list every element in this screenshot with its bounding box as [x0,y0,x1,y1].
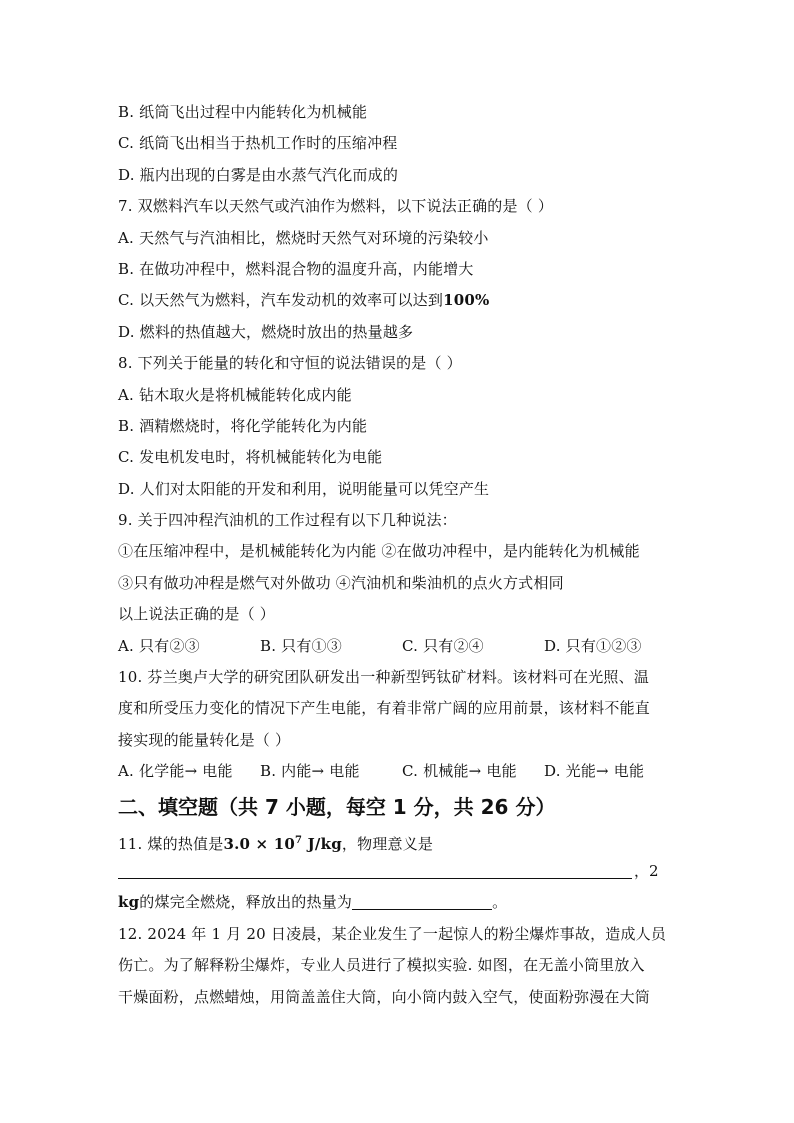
q9-option-d: D. 只有①②③ [544,636,642,655]
q11-line-2-tail: ，2 [634,861,659,880]
q8-stem: 8. 下列关于能量的转化和守恒的说法错误的是（ ） [118,354,462,373]
q12-line-3: 干燥面粉，点燃蜡烛，用筒盖盖住大筒，向小筒内鼓入空气，使面粉弥漫在大筒 [118,987,651,1006]
q12-line-2: 伤亡。为了解释粉尘爆炸，专业人员进行了模拟实验. 如图，在无盖小筒里放入 [118,956,645,975]
q11-answer-blank-2[interactable] [352,893,492,910]
q8-option-b: B. 酒精燃烧时，将化学能转化为内能 [118,416,368,435]
q7-option-d: D. 燃料的热值越大，燃烧时放出的热量越多 [118,322,414,341]
q6-option-c: C. 纸筒飞出相当于热机工作时的压缩冲程 [118,134,398,153]
q8-option-a: A. 钻木取火是将机械能转化成内能 [118,385,352,404]
q7-option-c-text: C. 以天然气为燃料，汽车发动机的效率可以达到 [118,291,444,310]
q10-options [118,756,678,787]
page-content [118,97,678,1013]
q12-line-1: 12. 2024 年 1 月 20 日凌晨，某企业发生了一起惊人的粉尘爆炸事故，造成人员 [118,924,667,943]
q10-line-2: 度和所受压力变化的情况下产生电能，有着非常广阔的应用前景，该材料不能直 [118,699,651,718]
q9-ask: 以上说法正确的是（ ） [118,605,275,624]
q10-option-c: C. 机械能→ 电能 [402,762,517,781]
q9-option-b: B. 只有①③ [260,636,342,655]
q11-line-3-unit: kg [118,893,140,912]
q8-option-c: C. 发电机发电时，将机械能转化为电能 [118,448,383,467]
q11-suffix: ，物理意义是 [341,834,434,853]
q11-line-3-text: 的煤完全燃烧，释放出的热量为 [139,893,353,912]
q11-line-3 [118,887,678,918]
q10-option-a: A. 化学能→ 电能 [118,762,233,781]
q10-option-b: B. 内能→ 电能 [260,762,360,781]
q8-option-d: D. 人们对太阳能的开发和利用，说明能量可以凭空产生 [118,479,490,498]
q11-prefix: 11. 煤的热值是 [118,834,224,853]
q7-option-a: A. 天然气与汽油相比，燃烧时天然气对环境的污染较小 [118,228,489,247]
q11-answer-blank-1[interactable] [118,878,632,879]
q7-stem: 7. 双燃料汽车以天然气或汽油作为燃料，以下说法正确的是（ ） [118,197,554,216]
q11-exponent: 7 [295,834,303,846]
q9-options [118,631,678,662]
q9-statements-3-4: ③只有做功冲程是燃气对外做功 ④汽油机和柴油机的点火方式相同 [118,573,564,592]
q11-value: 3.0 × 10 [223,834,296,853]
q9-option-a: A. 只有②③ [118,636,200,655]
q9-stem: 9. 关于四冲程汽油机的工作过程有以下几种说法： [118,511,457,530]
q11-line-1 [118,825,678,856]
section-2-heading: 二、填空题（共 7 小题，每空 1 分，共 26 分） [118,794,556,819]
q9-option-c: C. 只有②④ [402,636,484,655]
q7-option-c [118,285,678,316]
q10-option-d: D. 光能→ 电能 [544,762,645,781]
q9-statements-1-2: ①在压缩冲程中，是机械能转化为内能 ②在做功冲程中，是内能转化为机械能 [118,542,640,561]
q6-option-d: D. 瓶内出现的白雾是由水蒸气汽化而成的 [118,165,399,184]
q11-blank-line [118,856,678,887]
q7-option-c-value: 100% [443,291,490,310]
q7-option-b: B. 在做功冲程中，燃料混合物的温度升高，内能增大 [118,259,474,278]
q11-line-3-end: 。 [492,893,508,912]
q11-unit: J/kg [302,834,342,853]
q10-line-3: 接实现的能量转化是（ ） [118,730,291,749]
q10-line-1: 10. 芬兰奥卢大学的研究团队研发出一种新型钙钛矿材料。该材料可在光照、温 [118,668,650,687]
q6-option-b: B. 纸筒飞出过程中内能转化为机械能 [118,103,368,121]
